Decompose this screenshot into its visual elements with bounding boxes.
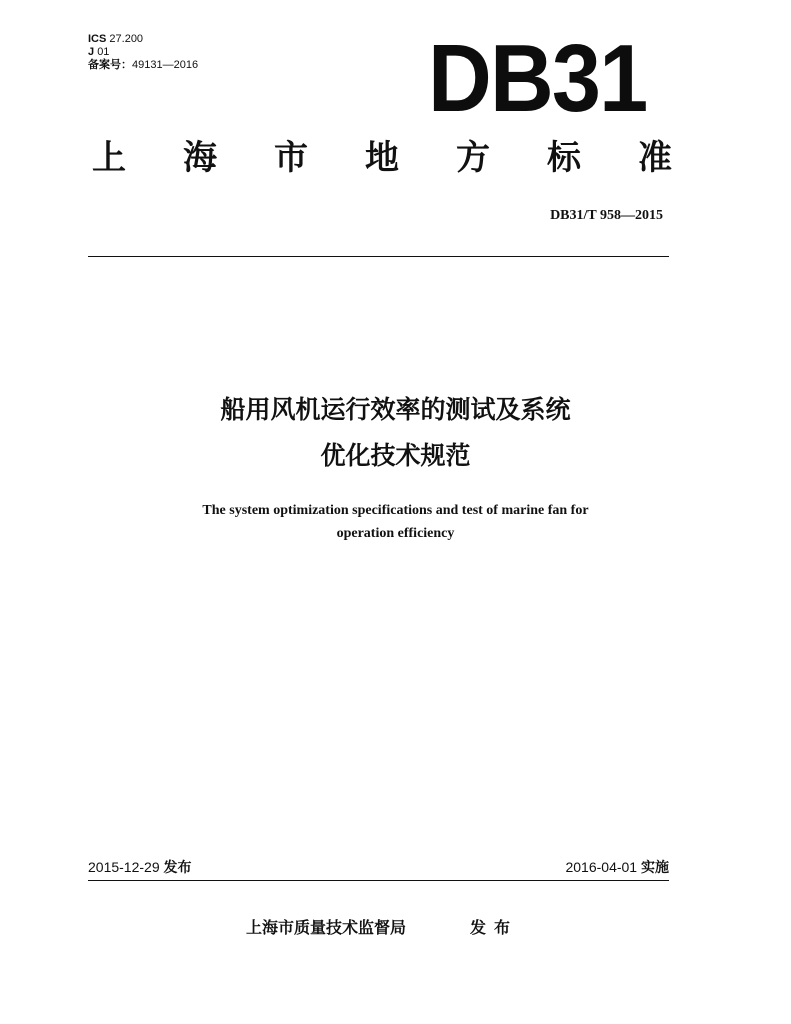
ics-value: 27.200 (109, 33, 144, 45)
title-char: 准 (638, 138, 672, 178)
class-code (88, 46, 109, 59)
title-char: 标 (547, 138, 581, 178)
top-divider (88, 256, 669, 257)
title-char: 地 (365, 138, 399, 178)
publish-date-line (88, 857, 192, 877)
class-value: 01 (97, 46, 110, 58)
title-cn-line1: 船用风机运行效率的测试及系统 (220, 395, 571, 424)
class-label: J (88, 46, 95, 58)
title-char: 上 (92, 138, 126, 178)
publish-label: 发布 (163, 860, 192, 876)
title-en-line2: operation efficiency (336, 526, 455, 541)
title-char: 市 (274, 138, 308, 178)
record-number (88, 59, 198, 72)
effective-date: 2016-04-01 (565, 859, 638, 875)
effective-date-line (565, 857, 669, 877)
issuer-name: 上海市质量技术监督局 (246, 918, 407, 937)
ics-code (88, 33, 143, 46)
standard-category-title (92, 138, 672, 178)
bottom-divider (88, 880, 669, 881)
title-char: 海 (183, 138, 217, 178)
record-value: 49131—2016 (132, 59, 199, 71)
ics-label: ICS (88, 33, 107, 45)
title-char: 方 (456, 138, 490, 178)
record-label: 备案号： (88, 59, 132, 71)
title-en-line1: The system optimization specifications and test of marine fan for (202, 503, 589, 518)
issuer-action: 发布 (470, 918, 519, 937)
standard-number: DB31/T 958—2015 (550, 208, 663, 223)
title-cn-line2: 优化技术规范 (320, 441, 471, 470)
publish-date: 2015-12-29 (88, 859, 160, 875)
db31-logo: DB31 (428, 25, 647, 132)
effective-label: 实施 (641, 860, 669, 876)
